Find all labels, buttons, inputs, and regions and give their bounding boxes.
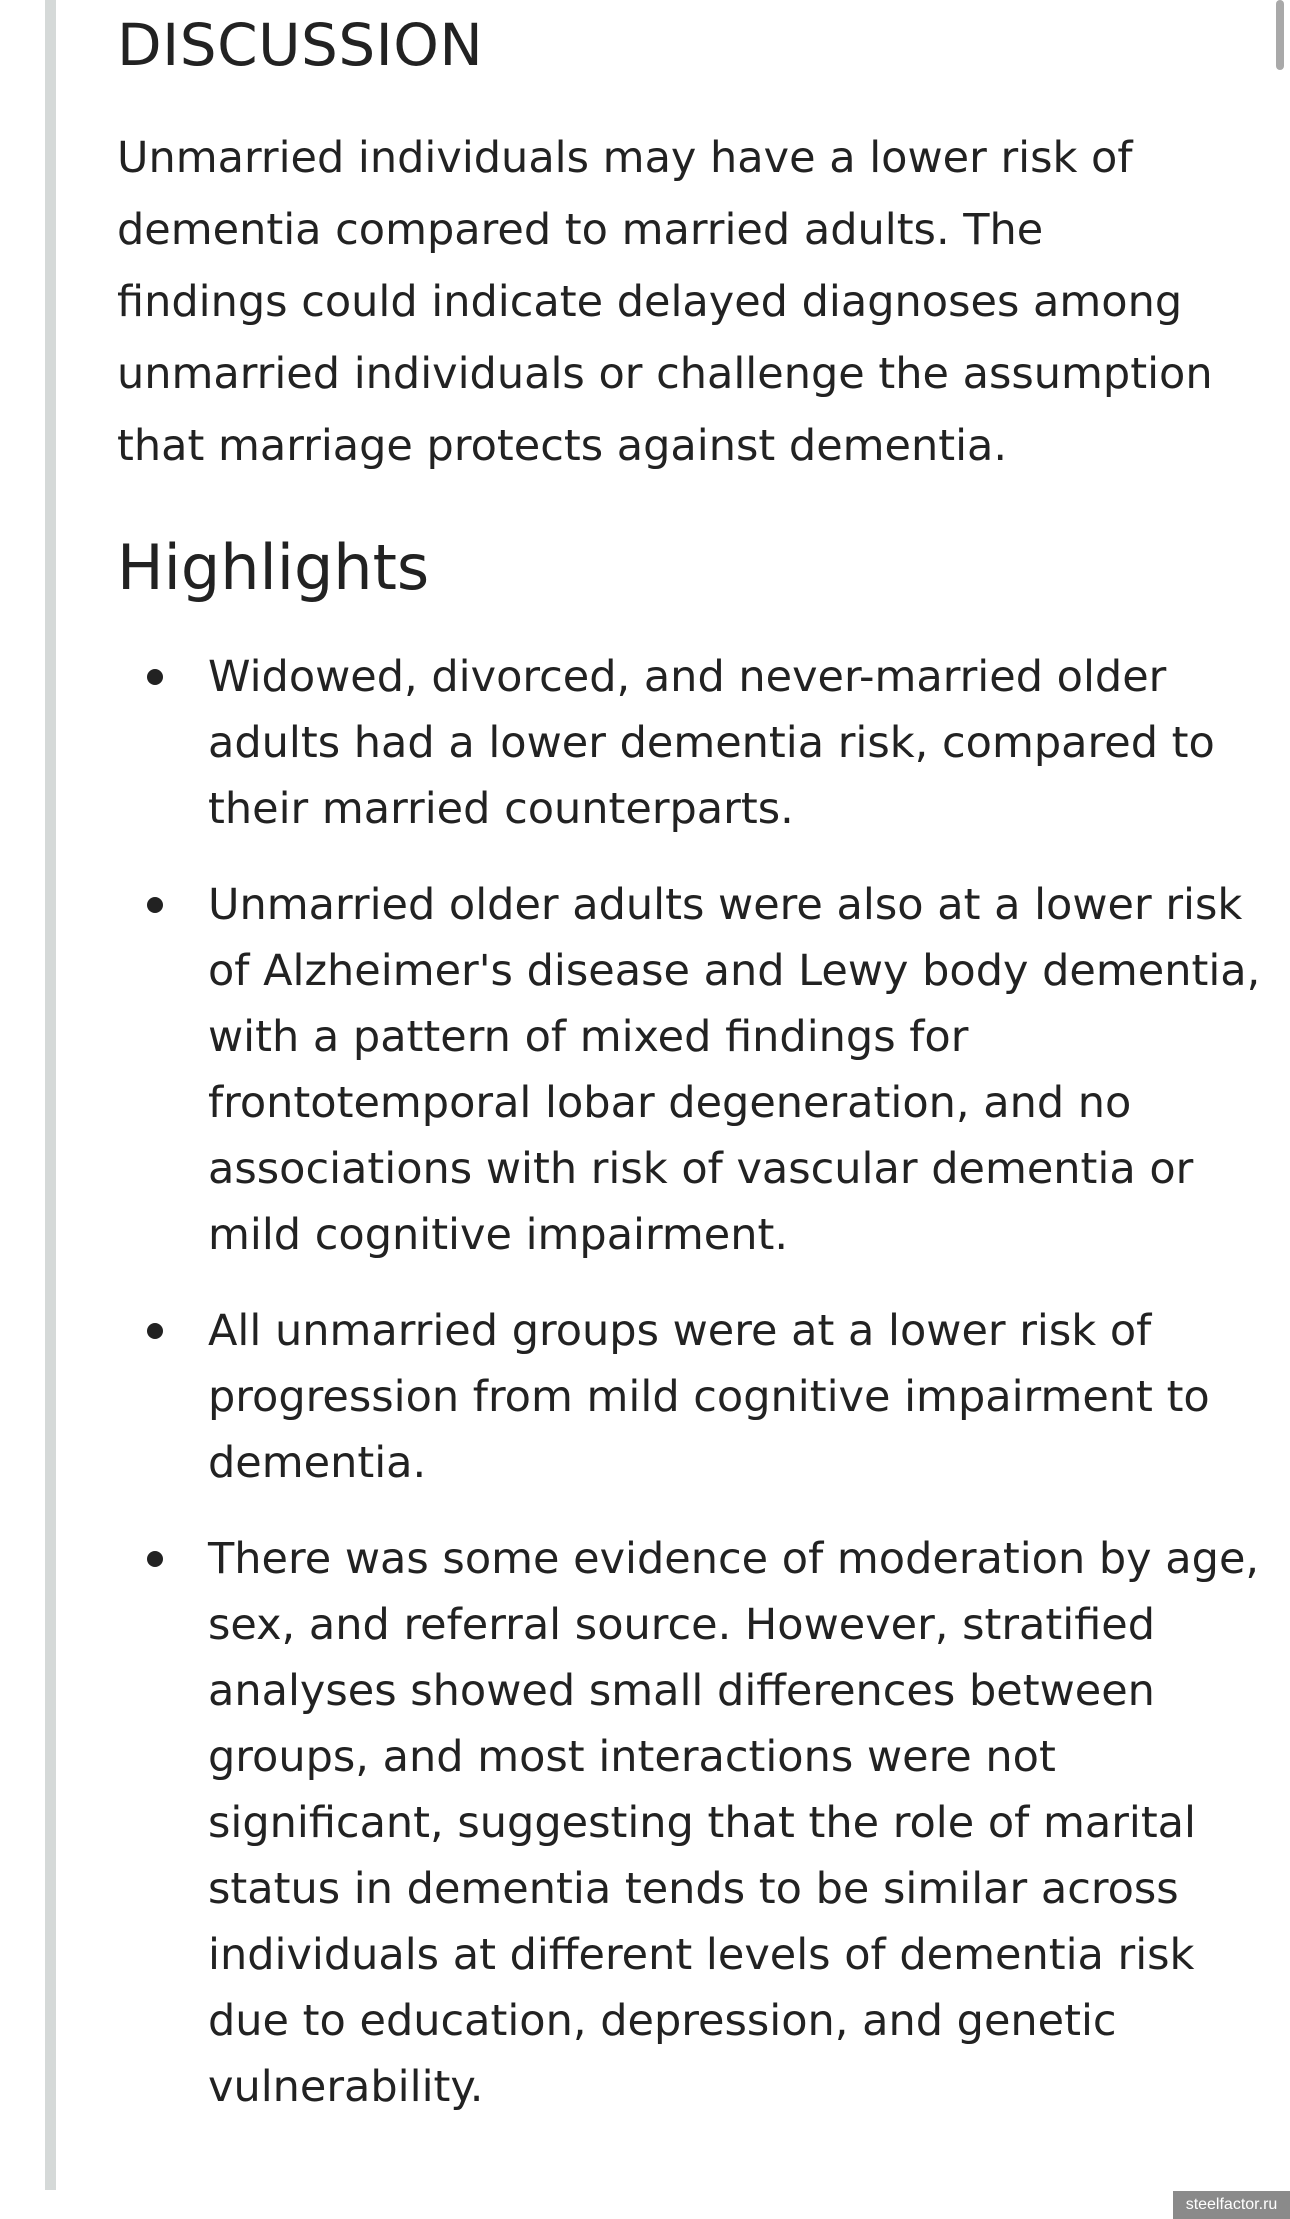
highlight-text: Unmarried older adults were also at a lower risk of Alzheimer's disease and Lewy body dementia, with a pattern of mixed findings for frontotemporal lobar degeneration, and no associations with risk of vascular dementia or mild cognitive impairment. (208, 880, 1261, 1260)
highlights-list (117, 644, 1261, 2120)
highlight-list-item (117, 1526, 1267, 2120)
bullet-dot-icon (147, 1551, 163, 1567)
highlights-heading: Highlights (117, 531, 430, 604)
bullet-dot-icon (147, 669, 163, 685)
highlight-list-item (117, 872, 1267, 1268)
discussion-paragraph: Unmarried individuals may have a lower risk of dementia compared to married adults. The findings could indicate delayed diagnoses among unmarried individuals or challenge the assumption that marriage protects against dementia. (117, 133, 1213, 471)
blockquote-left-border (45, 0, 56, 2190)
highlight-text: All unmarried groups were at a lower risk of progression from mild cognitive impairment to dementia. (208, 1306, 1210, 1488)
highlight-text: Widowed, divorced, and never-married older adults had a lower dementia risk, compared to their married counterparts. (208, 652, 1215, 834)
highlight-list-item (117, 644, 1267, 842)
bullet-dot-icon (147, 897, 163, 913)
scrollbar-thumb[interactable] (1276, 0, 1284, 70)
highlight-list-item (117, 1298, 1267, 1496)
highlight-text: There was some evidence of moderation by age, sex, and referral source. However, stratified analyses showed small differences between groups, and most interactions were not significant, suggesting that the role of marital status in dementia tends to be similar across individuals at different levels of dementia risk due to education, depression, and genetic vulnerability. (208, 1534, 1260, 2112)
article-content (117, 0, 1261, 2150)
discussion-heading: DISCUSSION (117, 11, 484, 79)
watermark-label: steelfactor.ru (1173, 2191, 1290, 2219)
bullet-dot-icon (147, 1323, 163, 1339)
